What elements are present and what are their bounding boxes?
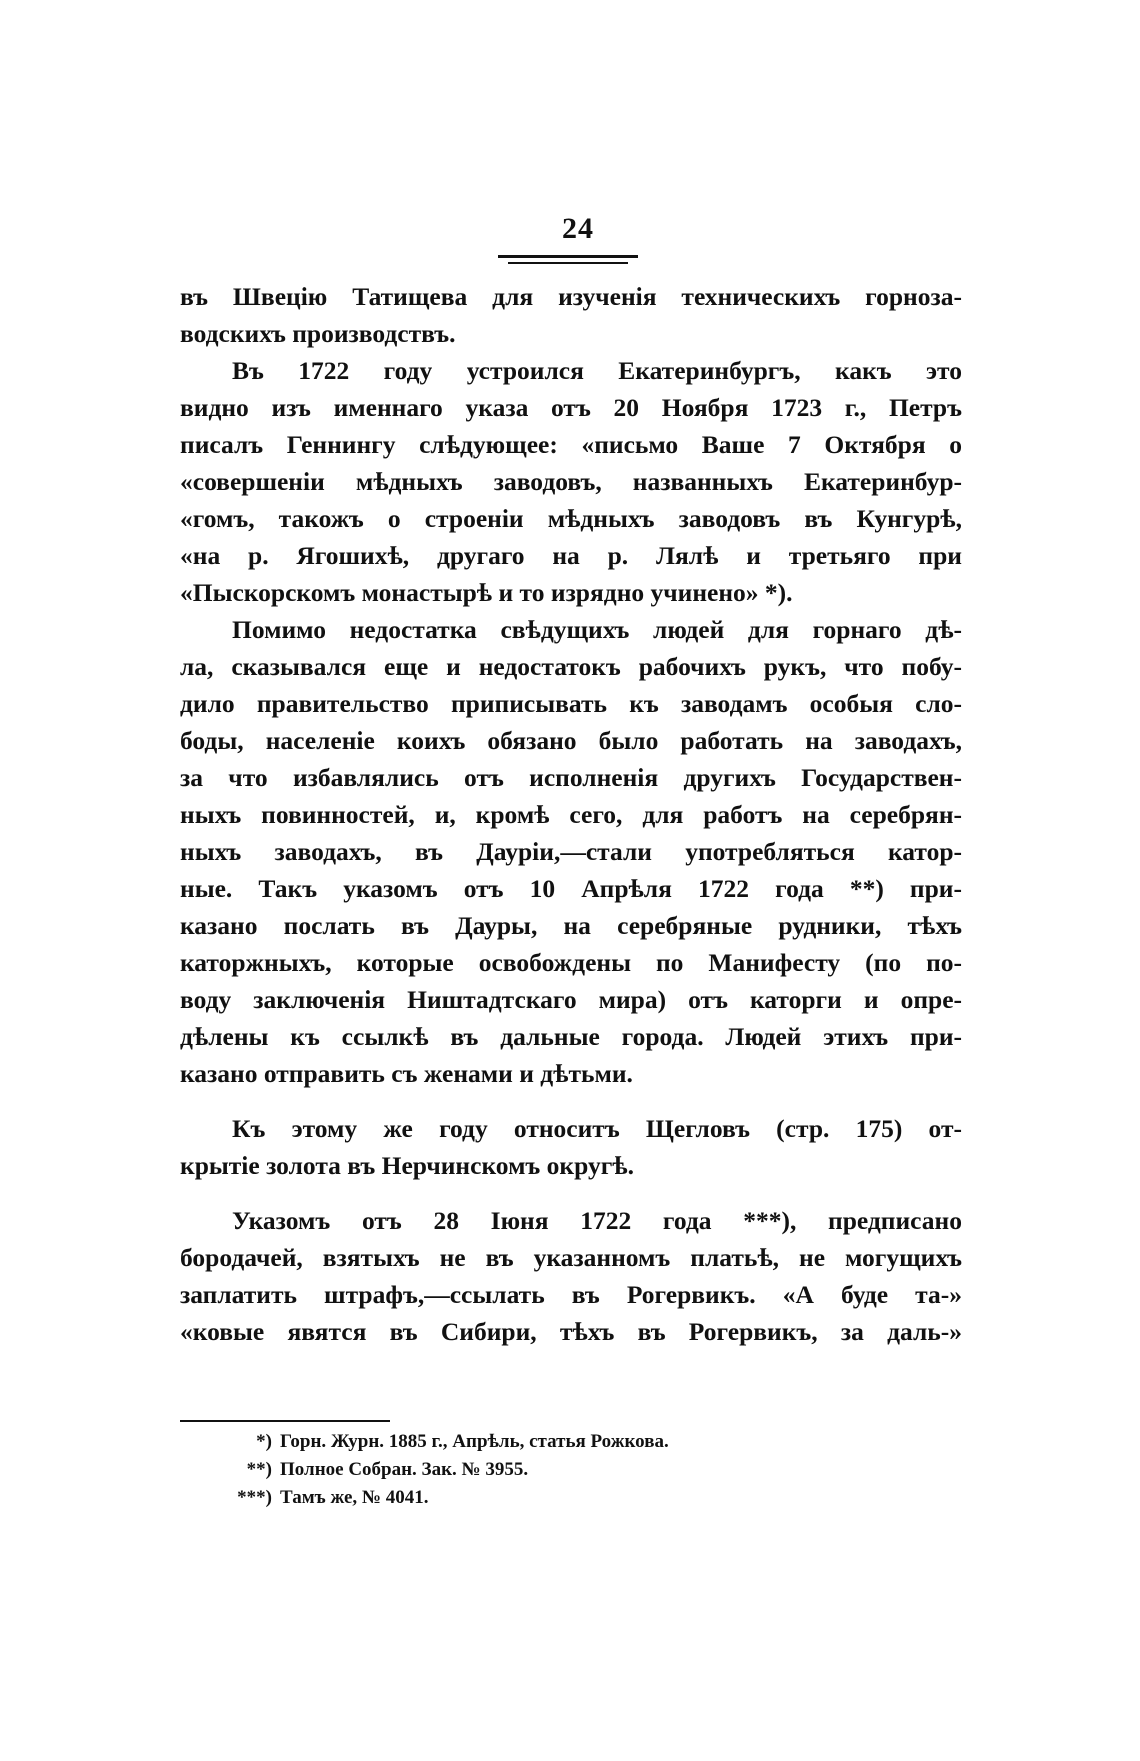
text-line: въ Швецію Татищева для изученія техническихъ горноза- bbox=[180, 282, 962, 311]
text-line: воду заключенія Ништадтскаго мира) отъ каторги и опре- bbox=[180, 985, 962, 1014]
footnote-mark: ***) bbox=[237, 1487, 272, 1508]
footnotes bbox=[230, 1428, 930, 1512]
page-number-rule bbox=[498, 255, 638, 258]
paragraph-gap bbox=[180, 1184, 962, 1202]
footnote-text: Горн. Журн. 1885 г., Апрѣль, статья Рожкова. bbox=[280, 1431, 669, 1452]
footnote-text: Тамъ же, № 4041. bbox=[280, 1487, 429, 1508]
text-line: дило правительство приписывать къ заводамъ особыя сло- bbox=[180, 689, 962, 718]
page-number: 24 bbox=[562, 212, 594, 245]
body-text bbox=[180, 278, 962, 1350]
footnote bbox=[230, 1428, 930, 1456]
footnote-mark: *) bbox=[256, 1431, 272, 1452]
text-line: крытіе золота въ Нерчинскомъ округѣ. bbox=[180, 1151, 634, 1180]
text-line: «совершеніи мѣдныхъ заводовъ, названныхъ Екатеринбур- bbox=[180, 467, 962, 496]
text-line: заплатить штрафъ,—ссылать въ Рогервикъ. «А буде та-» bbox=[180, 1280, 962, 1309]
paragraph-gap bbox=[180, 1092, 962, 1110]
text-line: Въ 1722 году устроился Екатеринбургъ, какъ это bbox=[232, 356, 962, 385]
text-line: «Пыскорскомъ монастырѣ и то изрядно учинено» *). bbox=[180, 578, 793, 607]
text-line: дѣлены къ ссылкѣ въ дальные города. Людей этихъ при- bbox=[180, 1022, 962, 1051]
page-number-rule-thin bbox=[508, 262, 628, 264]
text-line: бородачей, взятыхъ не въ указанномъ платьѣ, не могущихъ bbox=[180, 1243, 962, 1272]
text-line: каторжныхъ, которые освобождены по Манифесту (по по- bbox=[180, 948, 962, 977]
footnote bbox=[230, 1484, 930, 1512]
text-line: видно изъ именнаго указа отъ 20 Ноября 1723 г., Петръ bbox=[180, 393, 962, 422]
text-line: казано отправить съ женами и дѣтьми. bbox=[180, 1059, 633, 1088]
text-line: ныхъ заводахъ, въ Дауріи,—стали употребляться катор- bbox=[180, 837, 962, 866]
text-line: ныхъ повинностей, и, кромѣ сего, для работъ на серебрян- bbox=[180, 800, 962, 829]
text-line: Помимо недостатка свѣдущихъ людей для горнаго дѣ- bbox=[232, 615, 962, 644]
text-line: водскихъ производствъ. bbox=[180, 319, 456, 348]
text-line: писалъ Геннингу слѣдующее: «письмо Ваше 7 Октября о bbox=[180, 430, 962, 459]
footnote-mark: **) bbox=[246, 1459, 272, 1480]
footnote-text: Полное Собран. Зак. № 3955. bbox=[280, 1459, 529, 1480]
text-line: за что избавлялись отъ исполненія другихъ Государствен- bbox=[180, 763, 962, 792]
text-line: Указомъ отъ 28 Іюня 1722 года ***), предписано bbox=[232, 1206, 962, 1235]
text-line: боды, населеніе коихъ обязано было работать на заводахъ, bbox=[180, 726, 962, 755]
text-line: ла, сказывался еще и недостатокъ рабочихъ рукъ, что побу- bbox=[180, 652, 962, 681]
text-line: «ковые явятся въ Сибири, тѣхъ въ Рогервикъ, за даль-» bbox=[180, 1317, 962, 1346]
text-line: Къ этому же году относитъ Щегловъ (стр. 175) от- bbox=[232, 1114, 962, 1143]
text-line: «гомъ, такожъ о строеніи мѣдныхъ заводовъ въ Кунгурѣ, bbox=[180, 504, 962, 533]
footnote-divider bbox=[180, 1420, 390, 1422]
text-line: ные. Такъ указомъ отъ 10 Апрѣля 1722 года **) при- bbox=[180, 874, 962, 903]
text-line: «на р. Ягошихѣ, другаго на р. Лялѣ и третьяго при bbox=[180, 541, 962, 570]
footnote bbox=[230, 1456, 930, 1484]
text-line: казано послать въ Дауры, на серебряные рудники, тѣхъ bbox=[180, 911, 962, 940]
